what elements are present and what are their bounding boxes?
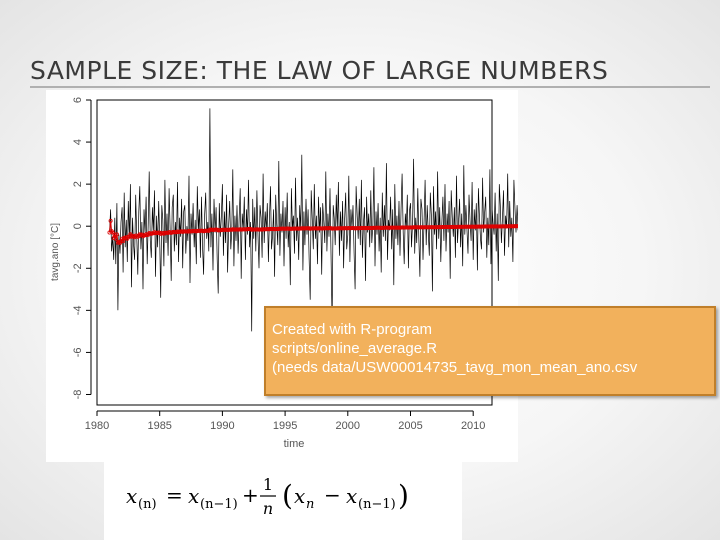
formula-paren-x-sub: n (306, 497, 315, 512)
formula-rhs-a: x (188, 484, 200, 508)
x-tick-label: 2005 (398, 420, 423, 432)
formula-paren-y-sub: (n−1) (358, 497, 396, 512)
y-tick-label: 2 (72, 181, 84, 188)
formula-svg (104, 462, 462, 540)
formula-paren-y: x (346, 484, 358, 508)
formula-equals: = (166, 483, 183, 507)
formula-rhs-a-sub: (n−1) (200, 497, 238, 512)
x-tick-label: 2000 (335, 420, 361, 432)
y-tick-label: -8 (72, 389, 84, 400)
x-axis-label: time (283, 438, 305, 450)
y-tick-label: 4 (72, 139, 84, 146)
formula-lhs-sub: (n) (138, 497, 157, 512)
note-line-2: scripts/online_average.R (272, 340, 438, 357)
x-tick-label: 2010 (460, 420, 486, 432)
title-divider (30, 86, 710, 88)
y-tick-label: 6 (72, 96, 84, 104)
r-program-note (264, 306, 716, 396)
x-tick-label: 1990 (210, 420, 235, 432)
formula-open-paren: ( (282, 479, 293, 512)
formula-paren-x: x (294, 484, 306, 508)
y-tick-label: 0 (72, 223, 84, 230)
formula-minus: − (324, 483, 341, 507)
monthly-anomaly-line (110, 108, 519, 331)
running-average-formula (104, 462, 462, 540)
formula-plus: + (242, 483, 259, 507)
formula-close-paren: ) (398, 479, 409, 512)
formula-lhs: x (126, 484, 138, 508)
x-tick-label: 1995 (272, 420, 298, 432)
slide-title: SAMPLE SIZE: THE LAW OF LARGE NUMBERS (30, 56, 609, 85)
note-line-3: (needs data/USW00014735_tavg_mon_mean_ano.csv (272, 359, 638, 376)
chart-panel (46, 90, 518, 462)
y-axis-label: tavg.ano [°C] (50, 223, 61, 281)
note-line-1: Created with R-program (272, 321, 433, 338)
formula-frac-den: n (262, 499, 274, 518)
x-tick-label: 1980 (84, 420, 110, 432)
time-series-chart (46, 90, 518, 462)
y-tick-label: -2 (72, 263, 84, 274)
formula-frac-num: 1 (262, 475, 274, 494)
x-tick-label: 1985 (147, 420, 172, 432)
y-tick-label: -4 (72, 305, 84, 316)
y-tick-label: -6 (72, 347, 84, 358)
